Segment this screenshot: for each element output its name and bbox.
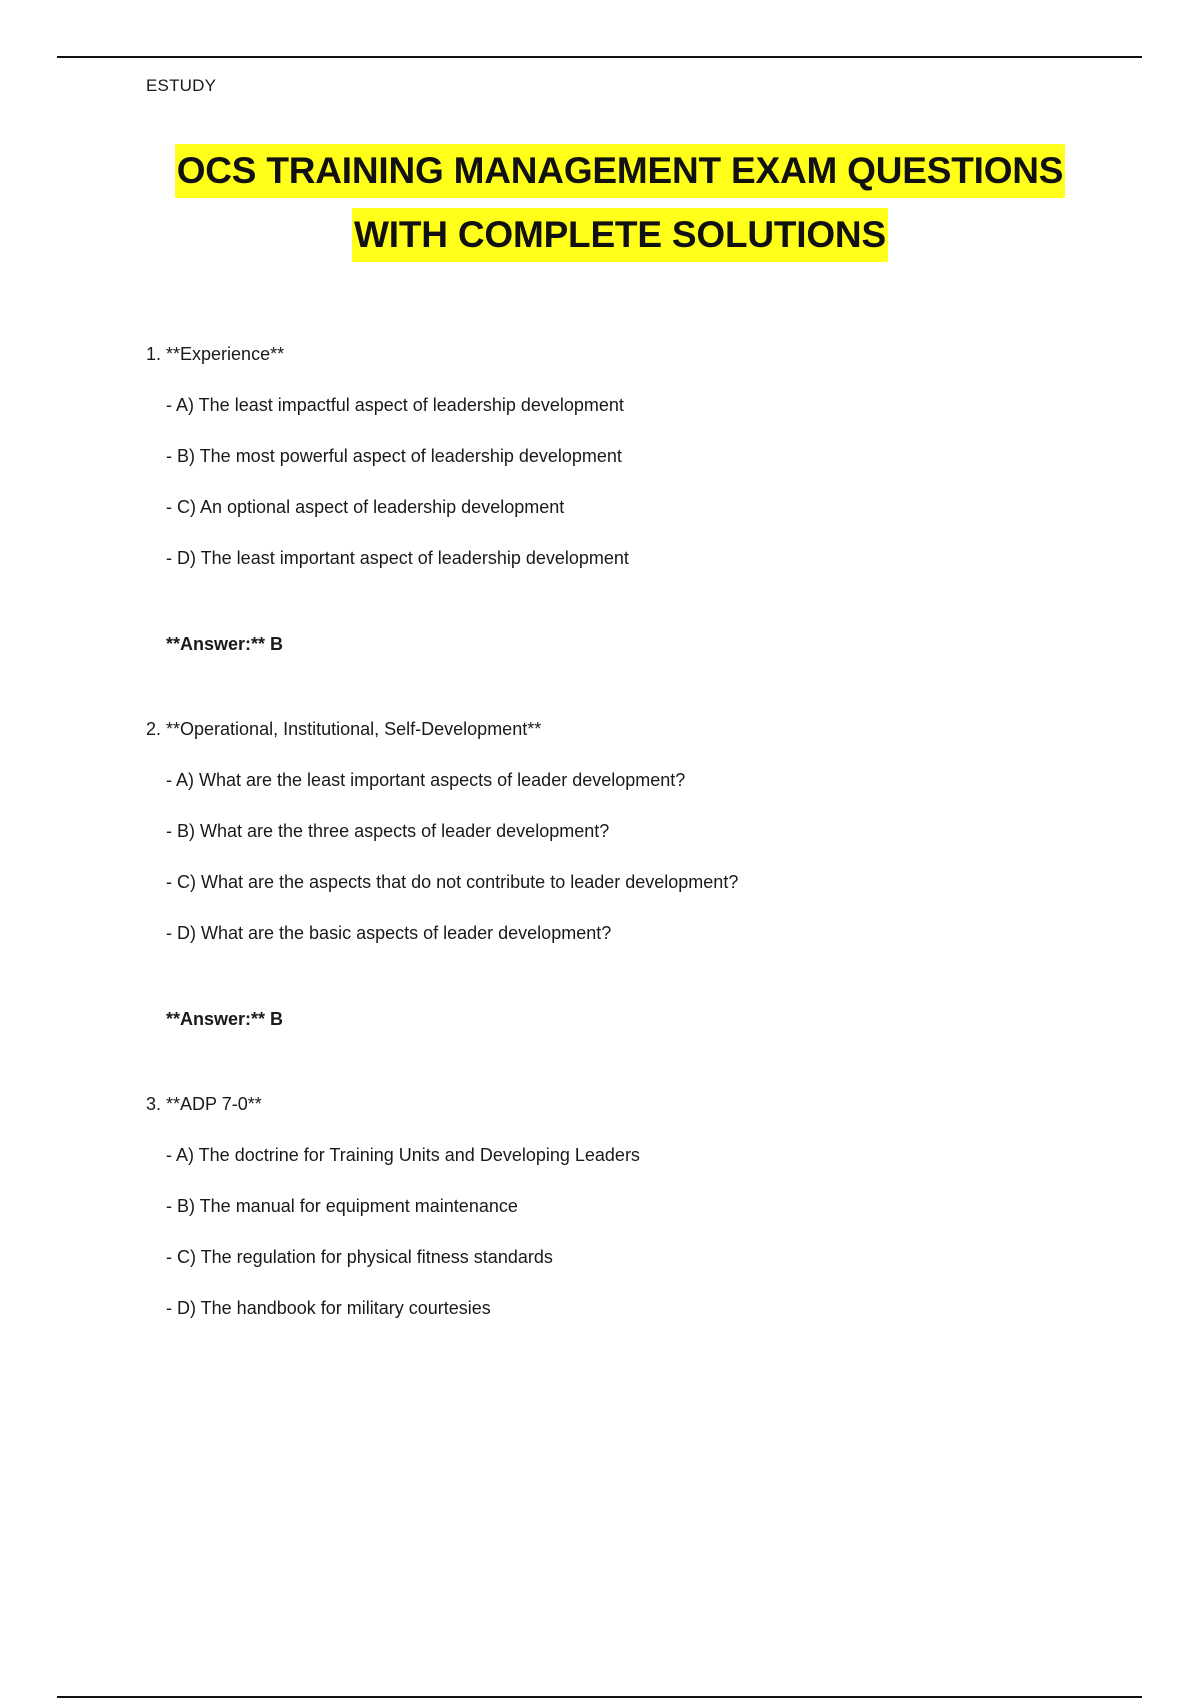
title-text-2: WITH COMPLETE SOLUTIONS xyxy=(352,208,888,262)
question-title: 2. **Operational, Institutional, Self-Development** xyxy=(146,719,542,739)
option-d: - D) The least important aspect of leadership development xyxy=(166,548,629,568)
header-label: ESTUDY xyxy=(146,76,217,95)
question-1 xyxy=(146,338,1146,661)
question-title: 3. **ADP 7-0** xyxy=(146,1094,262,1114)
answer: **Answer:** B xyxy=(166,634,284,654)
question-2 xyxy=(146,713,1146,1036)
option-a: - A) The doctrine for Training Units and Developing Leaders xyxy=(166,1145,640,1165)
title-line-2 xyxy=(0,208,1200,272)
option-a: - A) What are the least important aspects of leader development? xyxy=(166,770,686,790)
option-a: - A) The least impactful aspect of leadership development xyxy=(166,395,624,415)
option-c: - C) The regulation for physical fitness standards xyxy=(166,1247,553,1267)
option-c: - C) An optional aspect of leadership development xyxy=(166,497,565,517)
option-b: - B) What are the three aspects of leader development? xyxy=(166,821,610,841)
question-title: 1. **Experience** xyxy=(146,344,285,364)
title-line-1 xyxy=(0,144,1200,208)
title-text-1: OCS TRAINING MANAGEMENT EXAM QUESTIONS xyxy=(175,144,1066,198)
option-b: - B) The most powerful aspect of leadership development xyxy=(166,446,622,466)
option-c: - C) What are the aspects that do not contribute to leader development? xyxy=(166,872,739,892)
option-b: - B) The manual for equipment maintenance xyxy=(166,1196,518,1216)
bottom-rule xyxy=(57,1696,1142,1698)
question-list xyxy=(146,338,1146,1343)
option-d: - D) What are the basic aspects of leader development? xyxy=(166,923,612,943)
answer: **Answer:** B xyxy=(166,1009,284,1029)
document-title xyxy=(0,144,1200,272)
option-d: - D) The handbook for military courtesies xyxy=(166,1298,491,1318)
question-3 xyxy=(146,1088,1146,1325)
top-rule xyxy=(57,56,1142,58)
